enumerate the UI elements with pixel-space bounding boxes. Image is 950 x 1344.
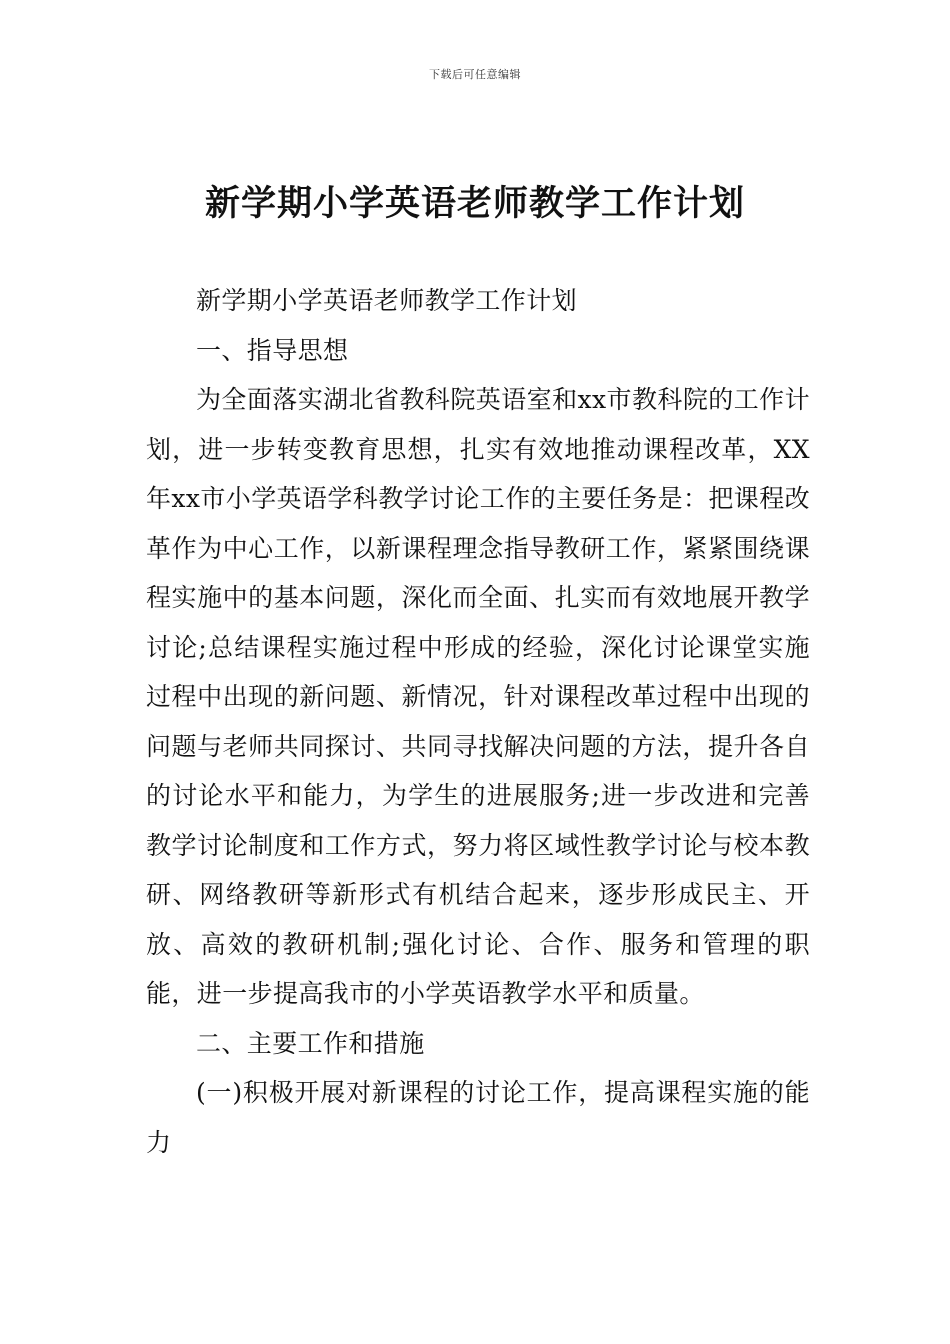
subsection-heading: (一)积极开展对新课程的讨论工作，提高课程实施的能力 <box>146 1078 810 1157</box>
document-title: 新学期小学英语老师教学工作计划 <box>204 184 745 224</box>
subtitle-paragraph: 新学期小学英语老师教学工作计划 <box>196 286 578 315</box>
document-body <box>146 276 810 1167</box>
body-paragraph: 为全面落实湖北省教科院英语室和xx市教科院的工作计划，进一步转变教育思想，扎实有效地推动课程改革，XX年xx市小学英语学科教学讨论工作的主要任务是：把课程改革作为中心工作，以新课程理念指导教研工作，紧紧围绕课程实施中的基本问题，深化而全面、扎实而有效地展开教学讨论;总结课程实施过程中形成的经验，深化讨论课堂实施过程中出现的新问题、新情况，针对课程改革过程中出现的问题与老师共同探讨、共同寻找解决问题的方法，提升各自的讨论水平和能力，为学生的进展服务;进一步改进和完善教学讨论制度和工作方式，努力将区域性教学讨论与校本教研、网络教研等新形式有机结合起来，逐步形成民主、开放、高效的教研机制;强化讨论、合作、服务和管理的职能，进一步提高我市的小学英语教学水平和质量。 <box>146 385 811 1008</box>
header-note: 下载后可任意编辑 <box>429 68 521 81</box>
section-heading-guiding-ideology: 一、指导思想 <box>196 335 349 365</box>
section-heading-main-work: 二、主要工作和措施 <box>196 1028 425 1058</box>
